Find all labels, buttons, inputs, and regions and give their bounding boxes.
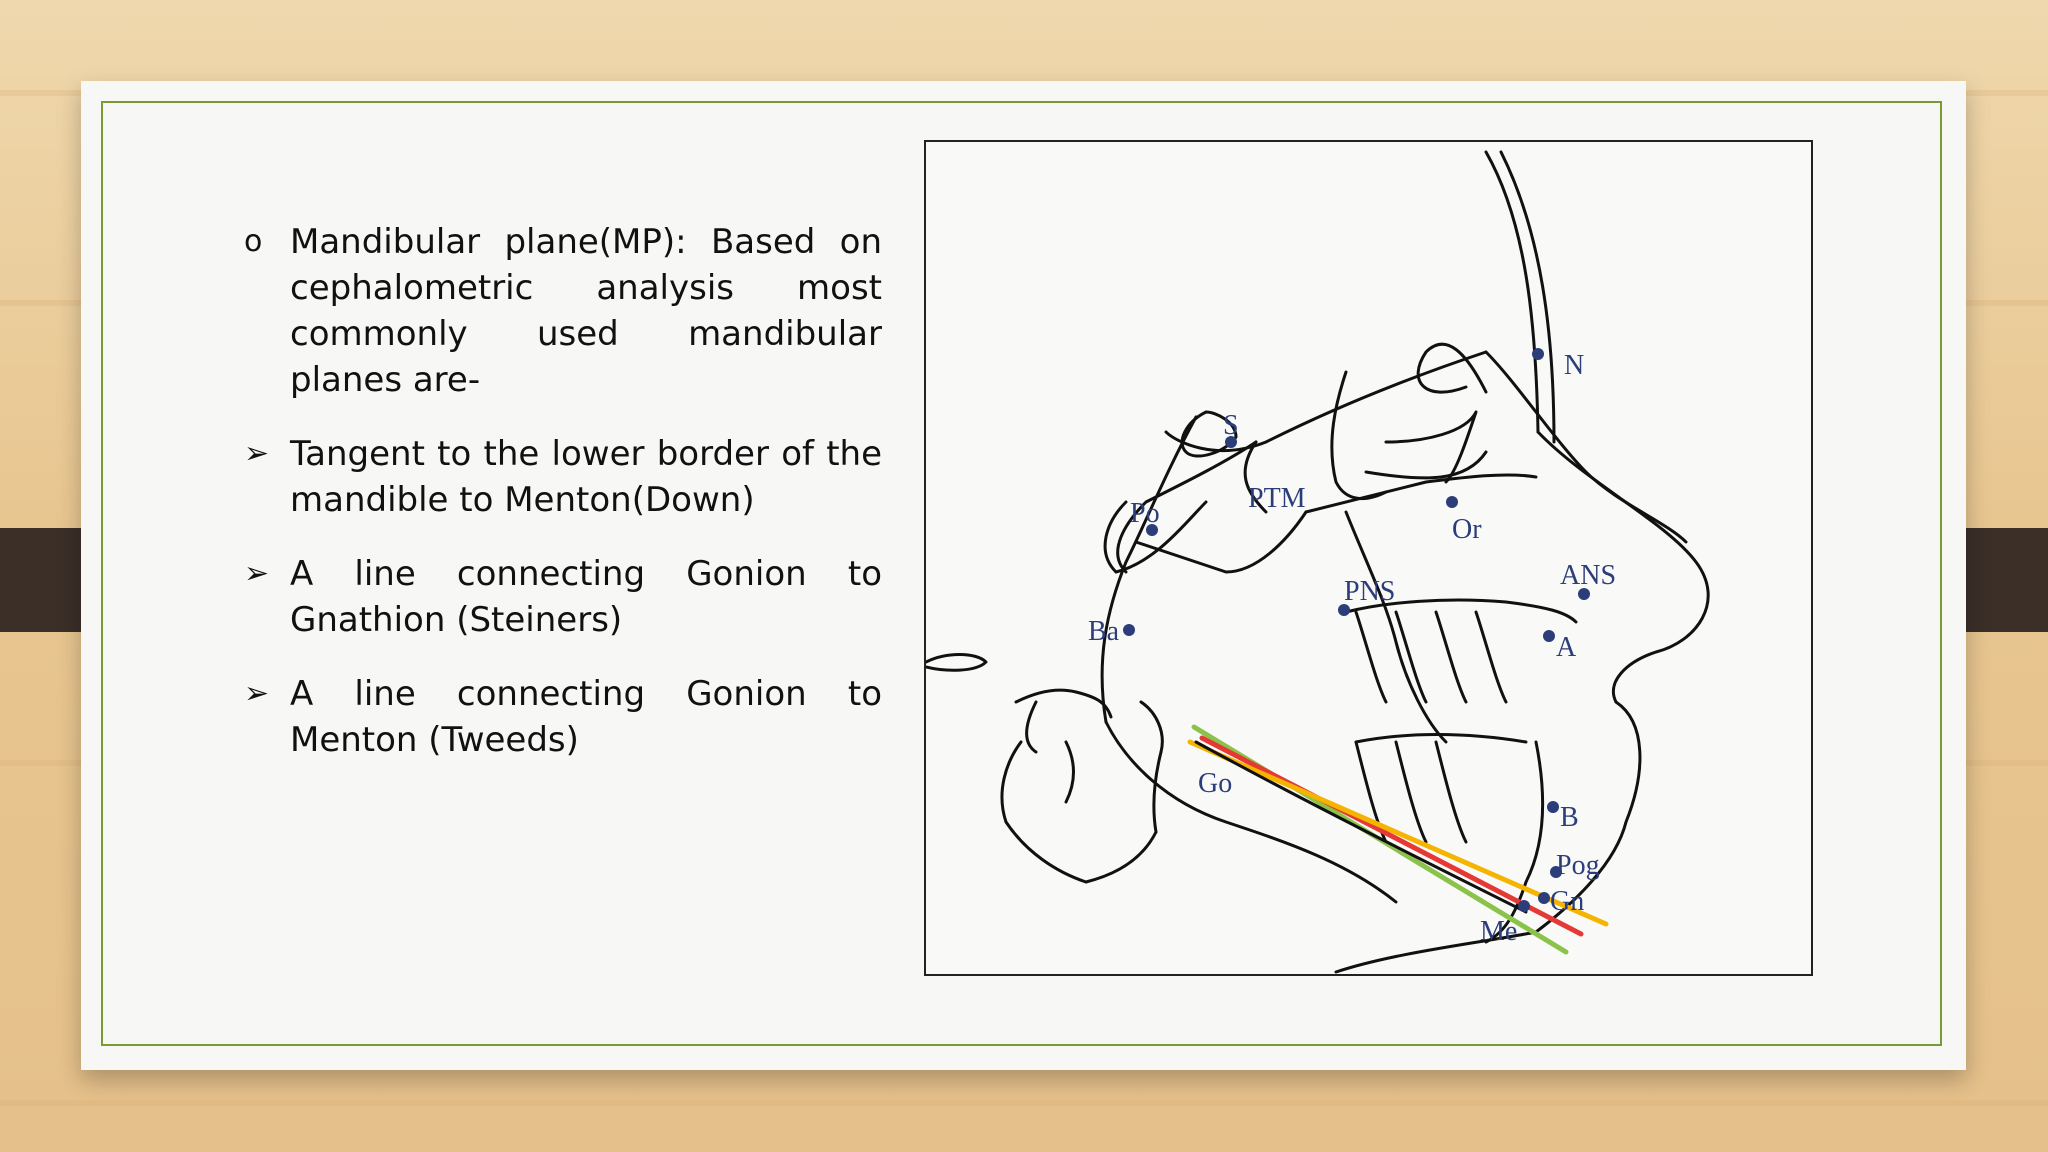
landmark-label: Gn [1550, 886, 1585, 917]
bullet-text: A line connecting Gonion to Menton (Tweeds) [290, 674, 882, 760]
landmark-label: B [1560, 802, 1579, 833]
landmark-label: PNS [1344, 576, 1396, 607]
slide-card [81, 81, 1966, 1070]
bullet-text: Tangent to the lower border of the mandible to Menton(Down) [290, 434, 882, 520]
list-item [244, 431, 882, 523]
landmark-label: Ba [1088, 616, 1120, 647]
arrow-bullet-icon: ➢ [244, 676, 270, 711]
list-item [244, 219, 882, 403]
bullet-list [244, 219, 882, 791]
landmark-label: S [1223, 410, 1239, 441]
landmark-or-point [1446, 496, 1458, 508]
arrow-bullet-icon: ➢ [244, 436, 270, 471]
mandibular-plane-lines [1190, 727, 1606, 952]
list-item [244, 671, 882, 763]
cephalometric-tracing [924, 140, 1813, 976]
landmark-label: Or [1452, 514, 1482, 545]
landmark-b-point [1547, 801, 1559, 813]
landmark-ba-point [1123, 624, 1135, 636]
landmark-label: Go [1198, 768, 1233, 799]
landmark-label: Me [1480, 916, 1518, 947]
arrow-bullet-icon: ➢ [244, 556, 270, 591]
landmark-a-point [1543, 630, 1555, 642]
landmark-label: ANS [1560, 560, 1617, 591]
skull-diagram [926, 142, 1811, 974]
landmark-me-point [1518, 900, 1530, 912]
landmark-label: Pog [1556, 850, 1600, 881]
landmark-gn-point [1538, 892, 1550, 904]
landmark-label: Po [1130, 498, 1160, 529]
landmark-label: PTM [1248, 483, 1306, 514]
bullet-text: Mandibular plane(MP): Based on cephalometric analysis most commonly used mandibular planes are- [290, 222, 882, 400]
circle-bullet-icon: o [244, 224, 263, 259]
landmark-label: A [1556, 632, 1577, 663]
landmark-n-point [1532, 348, 1544, 360]
list-item [244, 551, 882, 643]
bullet-text: A line connecting Gonion to Gnathion (Steiners) [290, 554, 882, 640]
landmark-label: N [1564, 350, 1585, 381]
